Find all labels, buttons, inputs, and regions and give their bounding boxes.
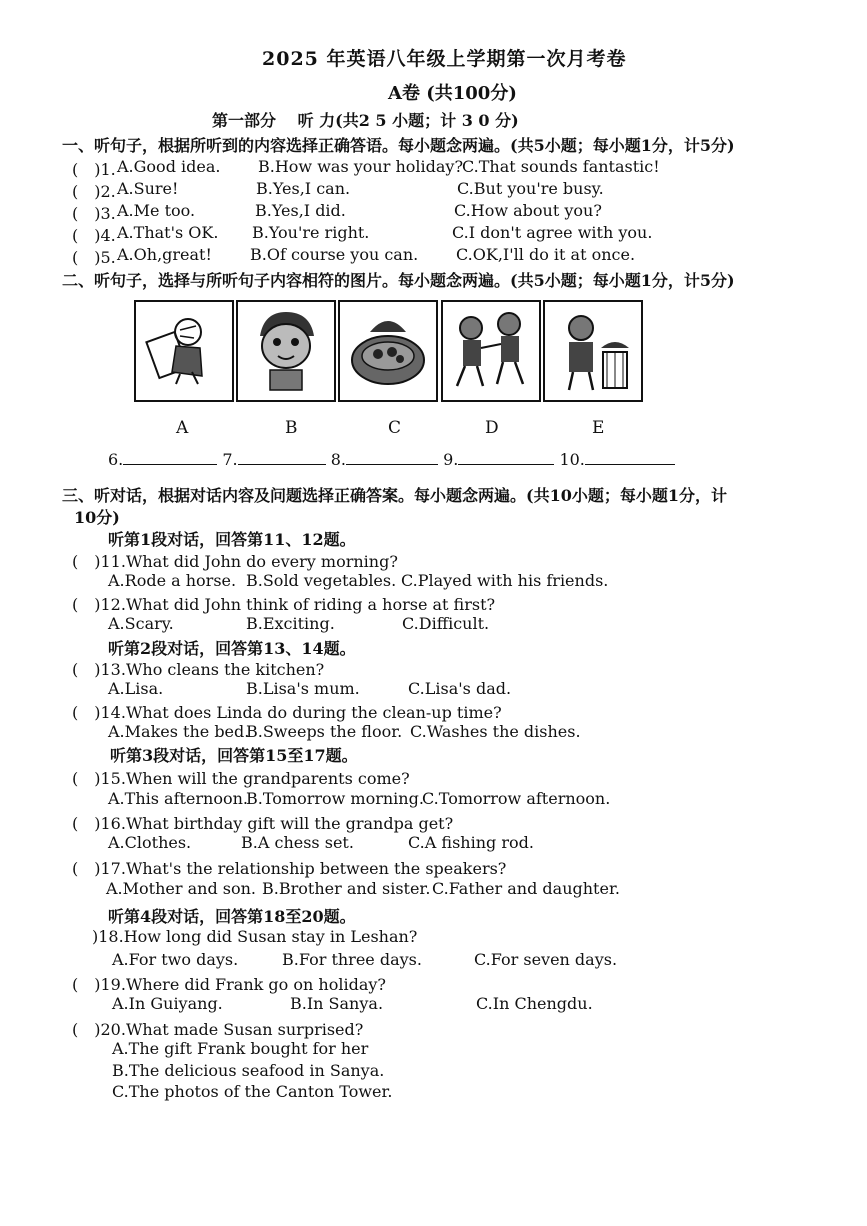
option-a: A.Me too. [117, 201, 196, 220]
boy-face-illustration [238, 302, 334, 400]
picture-e [543, 300, 643, 402]
question-stem: 17.What's the relationship between the speakers? [100, 859, 507, 878]
exam-title: 2025 年英语八年级上学期第一次月考卷 [262, 48, 627, 70]
picture-label-a: A [176, 418, 189, 438]
option-b: B.In Sanya. [290, 994, 384, 1013]
option-a: A.That's OK. [117, 223, 219, 242]
question-stem: 11.What did John do every morning? [100, 552, 398, 571]
question-row [72, 811, 453, 834]
option-b: B.Yes,I can. [256, 179, 351, 198]
answer-blanks [108, 450, 675, 469]
question-number: 4. [100, 226, 116, 245]
answer-blank[interactable] [346, 450, 438, 465]
option-a: A.Lisa. [108, 679, 164, 698]
answer-paren[interactable]: ( ) [72, 975, 101, 994]
option-c: C.Tomorrow afternoon. [422, 789, 611, 808]
option-c: C.But you're busy. [457, 179, 604, 198]
part-heading: 第一部分 听 力(共2 5 小题；计 3 0 分) [212, 111, 519, 130]
question-row [72, 245, 636, 268]
blank-label: 10. [559, 450, 585, 469]
dialogue-heading: 听第2段对话，回答第13、14题。 [108, 639, 356, 658]
answer-paren[interactable]: ( ) [72, 248, 101, 267]
option-a: A.Oh,great! [117, 245, 212, 264]
answer-paren[interactable]: ( ) [72, 204, 101, 223]
question-stem: 12.What did John think of riding a horse at first? [100, 595, 496, 614]
picture-b [236, 300, 336, 402]
blank-label: 6. [108, 450, 124, 469]
option-b: B.You're right. [252, 223, 370, 242]
picture-label-d: D [485, 418, 499, 438]
option-b: B.A chess set. [241, 833, 354, 852]
option-c: C.I don't agree with you. [452, 223, 653, 242]
option-c: C.Lisa's dad. [408, 679, 512, 698]
question-row [72, 657, 324, 680]
question-row [72, 766, 410, 789]
option-b: B.Lisa's mum. [246, 679, 360, 698]
question-stem: 16.What birthday gift will the grandpa get? [100, 814, 454, 833]
answer-paren[interactable]: ( ) [72, 859, 101, 878]
question-stem: 20.What made Susan surprised? [100, 1020, 364, 1039]
answer-paren[interactable]: ( ) [72, 182, 101, 201]
answer-paren[interactable]: ( ) [72, 160, 101, 179]
blank-label: 9. [443, 450, 459, 469]
option-a: A.Makes the bed. [108, 722, 250, 741]
question-row [72, 201, 602, 224]
picture-label-e: E [592, 418, 605, 438]
dialogue-heading: 听第1段对话，回答第11、12题。 [108, 530, 356, 549]
question-number: 5. [100, 248, 116, 267]
answer-paren[interactable]: ( ) [72, 769, 101, 788]
dialogue-heading: 听第4段对话，回答第18至20题。 [108, 907, 356, 926]
section3-instruction-cont: 10分) [74, 508, 120, 527]
picture-a [134, 300, 234, 402]
blank-label: 8. [330, 450, 346, 469]
option-b: B.How was your holiday? [258, 157, 464, 176]
option-a: A.Sure! [117, 179, 179, 198]
option-c: C.That sounds fantastic! [462, 157, 660, 176]
answer-paren[interactable]: ( ) [72, 552, 101, 571]
option-a: A.Clothes. [108, 833, 192, 852]
answer-paren[interactable]: ( ) [72, 1020, 101, 1039]
option-b: B.Yes,I did. [255, 201, 346, 220]
option-c: C.Played with his friends. [401, 571, 609, 590]
option-c: C.How about you? [454, 201, 602, 220]
picture-d [441, 300, 541, 402]
answer-paren[interactable]: ( ) [72, 814, 101, 833]
option-c: C.Difficult. [402, 614, 490, 633]
question-stem: )18.How long did Susan stay in Leshan? [92, 927, 418, 946]
answer-paren[interactable]: ( ) [72, 660, 101, 679]
kid-with-trash-can-illustration [545, 302, 641, 400]
option-b: B.Sweeps the floor. [246, 722, 403, 741]
option-b: B.Exciting. [246, 614, 335, 633]
question-stem: 15.When will the grandparents come? [100, 769, 410, 788]
question-stem: 14.What does Linda do during the clean-up time? [100, 703, 502, 722]
question-number: 3. [100, 204, 116, 223]
question-row [72, 549, 398, 572]
option-a: A.Good idea. [117, 157, 221, 176]
question-row [72, 223, 653, 246]
option-a: A.Mother and son. [106, 879, 256, 898]
section3-instruction: 三、听对话，根据对话内容及问题选择正确答案。每小题念两遍。(共10小题；每小题1分，计 [62, 486, 727, 505]
dialogue-heading: 听第3段对话，回答第15至17题。 [110, 746, 358, 765]
paper-label: A卷 (共100分) [388, 83, 517, 104]
picture-c [338, 300, 438, 402]
blank-label: 7. [222, 450, 238, 469]
option-b: B.The delicious seafood in Sanya. [112, 1061, 385, 1080]
question-row [72, 157, 660, 180]
section1-instruction: 一、听句子，根据所听到的内容选择正确答语。每小题念两遍。(共5小题；每小题1分，计5分) [62, 136, 735, 155]
option-b: B.Tomorrow morning. [246, 789, 424, 808]
answer-blank[interactable] [123, 450, 217, 465]
option-a: A.For two days. [112, 950, 239, 969]
question-row [72, 592, 495, 615]
option-c: C.For seven days. [474, 950, 618, 969]
option-b: B.Of course you can. [250, 245, 419, 264]
question-row [72, 700, 502, 723]
answer-paren[interactable]: ( ) [72, 703, 101, 722]
picture-label-c: C [388, 418, 402, 438]
question-row [72, 179, 604, 202]
question-number: 2. [100, 182, 116, 201]
option-c: C.A fishing rod. [408, 833, 534, 852]
option-a: A.The gift Frank bought for her [112, 1039, 369, 1058]
option-c: C.Washes the dishes. [410, 722, 581, 741]
section2-instruction: 二、听句子，选择与所听句子内容相符的图片。每小题念两遍。(共5小题；每小题1分，计5分) [62, 271, 735, 290]
option-c: C.In Chengdu. [476, 994, 593, 1013]
answer-blank[interactable] [238, 450, 326, 465]
option-a: A.Rode a horse. [108, 571, 237, 590]
picture-label-b: B [285, 418, 298, 438]
option-b: B.Brother and sister. [262, 879, 431, 898]
answer-blank[interactable] [458, 450, 554, 465]
fruit-bowl-illustration [340, 302, 436, 400]
option-c: C.Father and daughter. [432, 879, 620, 898]
question-number: 1. [100, 160, 116, 179]
question-row [72, 856, 506, 879]
question-row [72, 972, 386, 995]
person-with-sign-illustration [136, 302, 232, 400]
question-row [92, 927, 417, 946]
option-a: A.Scary. [108, 614, 174, 633]
option-c: C.The photos of the Canton Tower. [112, 1082, 393, 1101]
option-c: C.OK,I'll do it at once. [456, 245, 636, 264]
two-kids-illustration [443, 302, 539, 400]
answer-paren[interactable]: ( ) [72, 226, 101, 245]
option-a: A.In Guiyang. [112, 994, 223, 1013]
answer-paren[interactable]: ( ) [72, 595, 101, 614]
option-b: B.Sold vegetables. [246, 571, 397, 590]
option-b: B.For three days. [282, 950, 422, 969]
option-a: A.This afternoon. [108, 789, 248, 808]
answer-blank[interactable] [585, 450, 675, 465]
question-stem: 19.Where did Frank go on holiday? [100, 975, 386, 994]
question-row [72, 1017, 363, 1040]
question-stem: 13.Who cleans the kitchen? [100, 660, 325, 679]
